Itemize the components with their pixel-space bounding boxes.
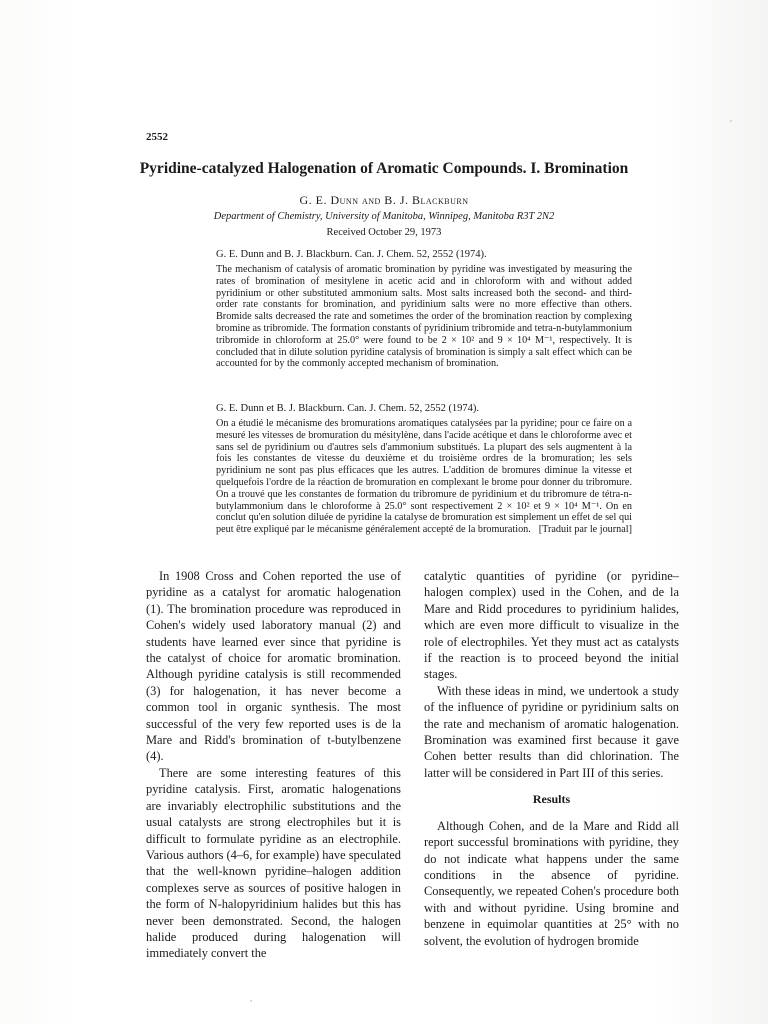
page-number: 2552 — [146, 131, 168, 143]
abstract-french: On a étudié le mécanisme des bromurations aromatiques catalysées par la pyridine; pour ce faire on a mesuré les vitesses de bromuration du mésitylène, dans l'acide acétique et dans le chloroforme avec et sans sel de pyridinium ou d'autres sels d'ammonium substitués. La plupart des sels augmentent à la fois les constantes de vitesse du deuxième et du troisième ordres de la bromuration; les sels pyridinium ne sont pas plus efficaces que les autres. L'addition de bromures diminue la vitesse et quelquefois l'ordre de la réaction de bromuration en complexant le brome pour donner du tribromure. On a trouvé que les constantes de formation du tribromure de pyridinium et du tribromure de tétra-n-butylammonium dans le chloroforme à 25.0° sont respectivement 2 × 10² et 9 × 10⁴ M⁻¹. On en conclut qu'en solution diluée de pyridine la catalyse de bromuration est simplement un effet de sel qui peut être expliqué par le mécanisme généralement accepté de la bromuration. — [216, 418, 632, 536]
citation-french: G. E. Dunn et B. J. Blackburn. Can. J. Chem. 52, 2552 (1974). — [216, 403, 480, 414]
body-column-left — [146, 568, 401, 962]
body-paragraph: With these ideas in mind, we undertook a study of the influence of pyridine or pyridinium salts on the rate and mechanism of aromatic halogenation. Bromination was examined first because it gave Cohen better results than did chlorination. The latter will be considered in Part III of this series. — [424, 683, 679, 780]
abstract-french-block — [216, 418, 632, 536]
body-paragraph: catalytic quantities of pyridine (or pyridine–halogen complex) used in the Cohen, and de la Mare and Ridd procedures to pyridinium halides, which are even more difficult to visualize in the role of electrophiles. Yet they must act as catalysts if the reaction is to proceed beyond the initial stages. — [424, 569, 679, 682]
citation-english: G. E. Dunn and B. J. Blackburn. Can. J. Chem. 52, 2552 (1974). — [216, 249, 487, 260]
affiliation: Department of Chemistry, University of Manitoba, Winnipeg, Manitoba R3T 2N2 — [213, 211, 555, 222]
article-title: Pyridine-catalyzed Halogenation of Aromatic Compounds. I. Bromination — [139, 160, 629, 177]
body-column-right — [424, 568, 679, 949]
authors: G. E. Dunn and B. J. Blackburn — [299, 193, 469, 207]
translator-note: [Traduit par le journal] — [538, 524, 632, 536]
scan-speck — [730, 120, 732, 122]
received-date: Received October 29, 1973 — [326, 227, 442, 238]
results-heading: Results — [532, 792, 571, 807]
body-paragraph: In 1908 Cross and Cohen reported the use of pyridine as a catalyst for aromatic halogenation (1). The bromination procedure was reproduced in Cohen's widely used laboratory manual (2) and students have learned ever since that pyridine is the catalyst of choice for aromatic bromination. Although pyridine catalysis is still recommended (3) for halogenation, it has never become a common tool in organic synthesis. The most successful of the very few reported uses is de la Mare and Ridd's bromination of t-butylbenzene (4). — [146, 569, 401, 764]
abstract-english: The mechanism of catalysis of aromatic bromination by pyridine was investigated by measuring the rates of bromination of mesitylene in acetic acid and in chloroform with and without added pyridinium or other substituted ammonium salts. Most salts increased both the second- and third-order rate constants for bromination, and pyridinium salts were no more effective than others. Bromide salts decreased the rate and sometimes the order of the bromination reaction by complexing bromine as tribromide. The formation constants of pyridinium tribromide and tetra-n-butylammonium tribromide in chloroform at 25.0° were found to be 2 × 10² and 9 × 10⁴ M⁻¹, respectively. It is concluded that in dilute solution pyridine catalysis of bromination is simply a salt effect which can be accounted for by the commonly accepted mechanism of bromination. — [216, 264, 632, 370]
scan-speck — [250, 1000, 252, 1002]
body-paragraph: There are some interesting features of this pyridine catalysis. First, aromatic halogenations are invariably electrophilic substitutions and the usual catalysts are strong electrophiles but it is difficult to formulate pyridine as an electrophile. Various authors (4–6, for example) have speculated that the well-known pyridine–halogen addition complexes serve as sources of positive halogen in the form of N-halopyridinium halides but this has never been demonstrated. Second, the halogen halide produced during halogenation will immediately convert the — [146, 765, 401, 961]
body-paragraph: Although Cohen, and de la Mare and Ridd all report successful brominations with pyridine, they do not indicate what happens under the same conditions in the absence of pyridine. Consequently, we repeated Cohen's procedure both with and without pyridine. Using bromine and benzene in equimolar quantities at 25° with no solvent, the evolution of hydrogen bromide — [424, 818, 679, 948]
